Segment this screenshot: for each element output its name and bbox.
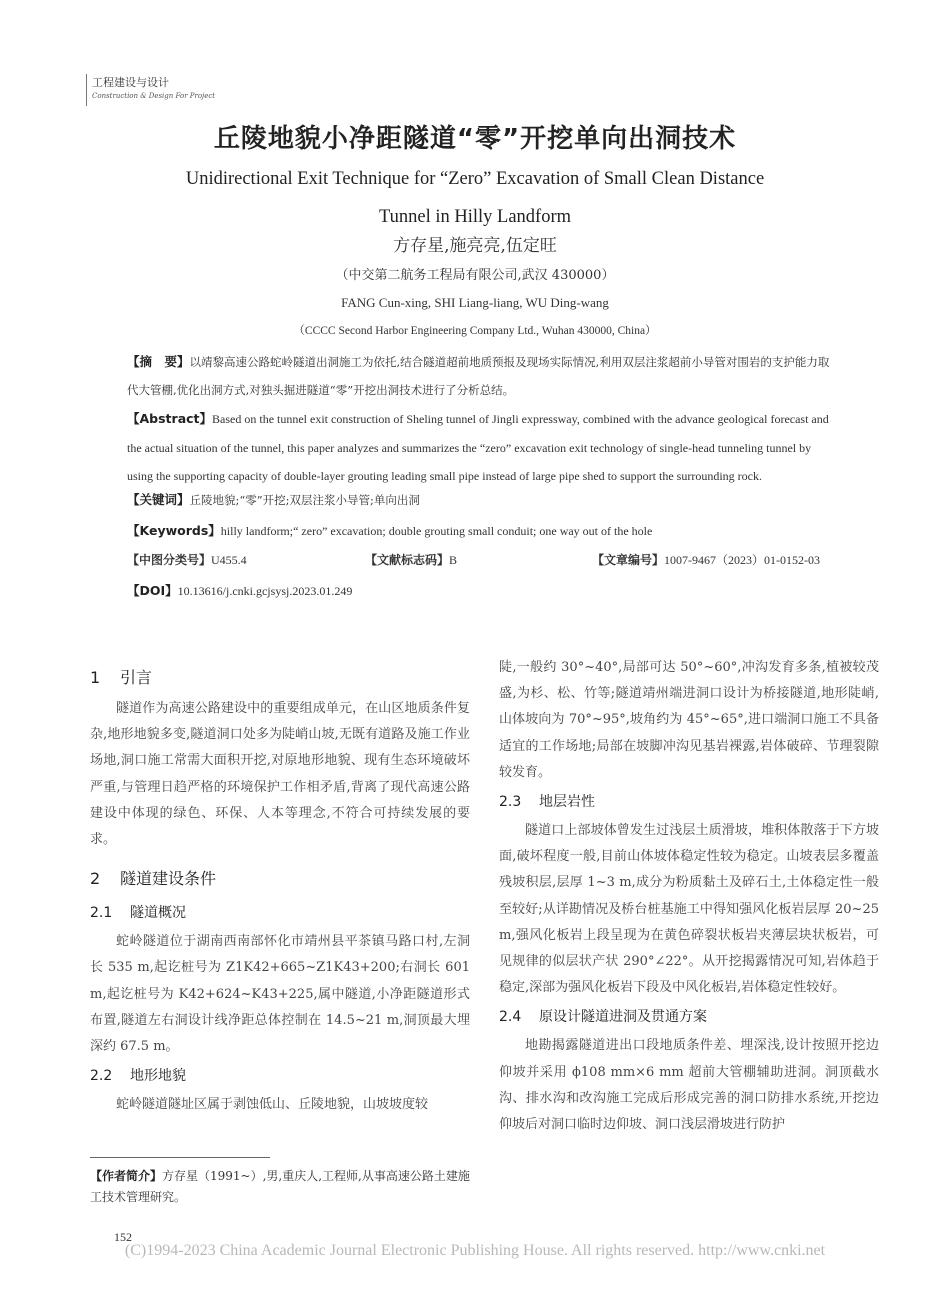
section-2-1-paragraph: 蛇岭隧道位于湖南西南部怀化市靖州县平茶镇马路口村,左洞长 535 m,起讫桩号为 Z1K42+665~Z1K43+200;右洞长 601 m,起讫桩号为 K42+624~K43+225,属中隧道,小净距隧道形式布置,隧道左右洞设计线净距总体控制在 14.5~21 m,洞顶最大埋深约 67.5 m。	[90, 934, 470, 1055]
section-2-number: 2	[90, 869, 101, 889]
keywords-cn	[127, 490, 839, 510]
abstract-en	[127, 405, 839, 491]
paper-title-en: Unidirectional Exit Technique for “Zero” Excavation of Small Clean Distance Tunnel in Hilly Landform	[185, 169, 765, 227]
right-column	[499, 655, 879, 1138]
abstract-cn-text: 以靖黎高速公路蛇岭隧道出洞施工为依托,结合隧道超前地质预报及现场实际情况,利用双层注浆超前小导管对围岩的支护能力取代大管棚,优化出洞方式,对独头掘进隧道“零”开挖出洞技术进行了分析总结。	[127, 355, 830, 397]
article-label: 【文章编号】	[592, 553, 665, 567]
doc-value: B	[449, 553, 458, 567]
authors-cn: 方存星,施亮亮,伍定旺	[393, 236, 557, 256]
section-2-2-title: 地形地貌	[130, 1068, 186, 1085]
header-divider	[86, 74, 87, 106]
copyright-watermark: (C)1994-2023 China Academic Journal Electronic Publishing House. All rights reserved. http://www.cnki.net	[124, 1242, 826, 1259]
doi-label: 【DOI】	[127, 583, 178, 598]
keywords-cn-text: 丘陵地貌;“零”开挖;双层注浆小导管;单向出洞	[189, 493, 420, 507]
abstract-en-label: 【Abstract】	[127, 411, 213, 426]
section-1-paragraph: 隧道作为高速公路建设中的重要组成单元，在山区地质条件复杂,地形地貌多变,隧道洞口处多为陡峭山坡,无既有道路及施工作业场地,洞口施工常需大面积开挖,对原地形地貌、现有生态环境破坏严重,与管理日趋严格的环境保护工作相矛盾,背离了现代高速公路建设中体现的绿色、环保、人本等理念,不符合可持续发展的要求。	[90, 701, 470, 848]
classification-row	[127, 551, 839, 571]
section-2-3-paragraph: 隧道口上部坡体曾发生过浅层土质滑坡，堆积体散落于下方坡面,破坏程度一般,目前山体坡体稳定性较为稳定。山坡表层多覆盖残坡积层,层厚 1~3 m,成分为粉质黏土及碎石土,土体稳定性一般至较好;从详勘情况及桥台桩基施工中得知强风化板岩层厚 20~25 m,强风化板岩上段呈现为在黄色碎裂状板岩夹薄层块状板岩，可见规律的似层状产状 290°∠22°。从开挖揭露情况可知,岩体趋于稳定,深部为强风化板岩下段及中风化板岩,岩体稳定性较好。	[499, 823, 879, 996]
doc-label: 【文献标志码】	[365, 553, 450, 567]
section-2-heading	[90, 861, 470, 897]
clc-label: 【中图分类号】	[127, 553, 212, 567]
authors-en: FANG Cun-xing, SHI Liang-liang, WU Ding-wang	[341, 295, 609, 310]
footnote-divider	[90, 1157, 270, 1158]
clc-value: U455.4	[211, 553, 247, 567]
section-1-number: 1	[90, 668, 101, 687]
clc-code	[127, 551, 247, 568]
keywords-en-text: hilly landform;“ zero” excavation; double grouting small conduit; one way out of the hole	[220, 524, 653, 538]
journal-name-en: Construction & Design For Project	[92, 92, 216, 100]
section-2-4-paragraph: 地勘揭露隧道进出口段地质条件差、埋深浅,设计按照开挖边仰坡并采用 ϕ108 mm×6 mm 超前大管棚辅助进洞。洞顶截水沟、排水沟和改沟施工完成后形成完善的洞口防排水系统,开挖边仰坡后对洞口临时边仰坡、洞口浅层滑坡进行防护	[499, 1038, 879, 1133]
journal-name-cn: 工程建设与设计	[92, 76, 169, 89]
doi	[127, 581, 839, 601]
affiliation-en: （CCCC Second Harbor Engineering Company Ltd., Wuhan 430000, China）	[293, 325, 657, 337]
section-1-heading	[90, 660, 470, 696]
section-2-1-number: 2.1	[90, 905, 113, 922]
footnote-label: 【作者简介】	[90, 1169, 163, 1183]
abstract-cn	[127, 348, 839, 404]
section-2-2-heading	[90, 1060, 470, 1092]
abstract-en-text: Based on the tunnel exit construction of Sheling tunnel of Jingli expressway, combined with the advance geological forecast and the actual situation of the tunnel, this paper analyzes and summarizes the “zero” excavation exit technology of single-head tunneling tunnel by using the supporting capacity of double-layer grouting leading small pipe instead of large pipe shed to support the surrounding rock.	[127, 412, 829, 483]
footnote-text: 方存星（1991~）,男,重庆人,工程师,从事高速公路土建施工技术管理研究。	[90, 1169, 470, 1204]
left-column	[90, 660, 470, 1118]
abstract-cn-label: 【摘 要】	[127, 354, 190, 369]
section-2-4-number: 2.4	[499, 1009, 522, 1026]
section-2-4-title: 原设计隧道进洞及贯通方案	[539, 1009, 707, 1026]
affiliation-cn: （中交第二航务工程局有限公司,武汉 430000）	[335, 268, 615, 283]
author-footnote	[90, 1166, 475, 1208]
section-2-2-paragraph-cont: 陡,一般约 30°~40°,局部可达 50°~60°,冲沟发育多条,植被较茂盛,为杉、松、竹等;隧道靖州端进洞口设计为桥接隧道,地形陡峭,山体坡向为 70°~95°,坡角约为 45°~65°,进口端洞口施工不具备适宜的工作场地;局部在坡脚冲沟见基岩裸露,岩体破碎、节理裂隙较发育。	[499, 660, 879, 780]
section-1-title: 引言	[120, 668, 153, 687]
doi-value: 10.13616/j.cnki.gcjsysj.2023.01.249	[177, 584, 353, 598]
article-number	[592, 551, 820, 568]
paper-title-cn: 丘陵地貌小净距隧道“零”开挖单向出洞技术	[213, 124, 737, 154]
section-2-1-title: 隧道概况	[130, 905, 186, 922]
keywords-en	[127, 521, 839, 541]
section-2-3-number: 2.3	[499, 794, 522, 811]
doc-code	[365, 551, 457, 568]
section-2-1-heading	[90, 897, 470, 929]
section-2-4-heading	[499, 1001, 879, 1033]
article-value: 1007-9467（2023）01-0152-03	[664, 553, 821, 567]
section-2-3-title: 地层岩性	[539, 794, 595, 811]
section-2-2-number: 2.2	[90, 1068, 113, 1085]
section-2-3-heading	[499, 786, 879, 818]
section-2-2-paragraph-start: 蛇岭隧道隧址区属于剥蚀低山、丘陵地貌，山坡坡度较	[116, 1097, 429, 1113]
section-2-title: 隧道建设条件	[120, 869, 217, 889]
keywords-cn-label: 【关键词】	[127, 492, 190, 507]
page-number: 152	[114, 1230, 132, 1244]
keywords-en-label: 【Keywords】	[127, 523, 221, 538]
